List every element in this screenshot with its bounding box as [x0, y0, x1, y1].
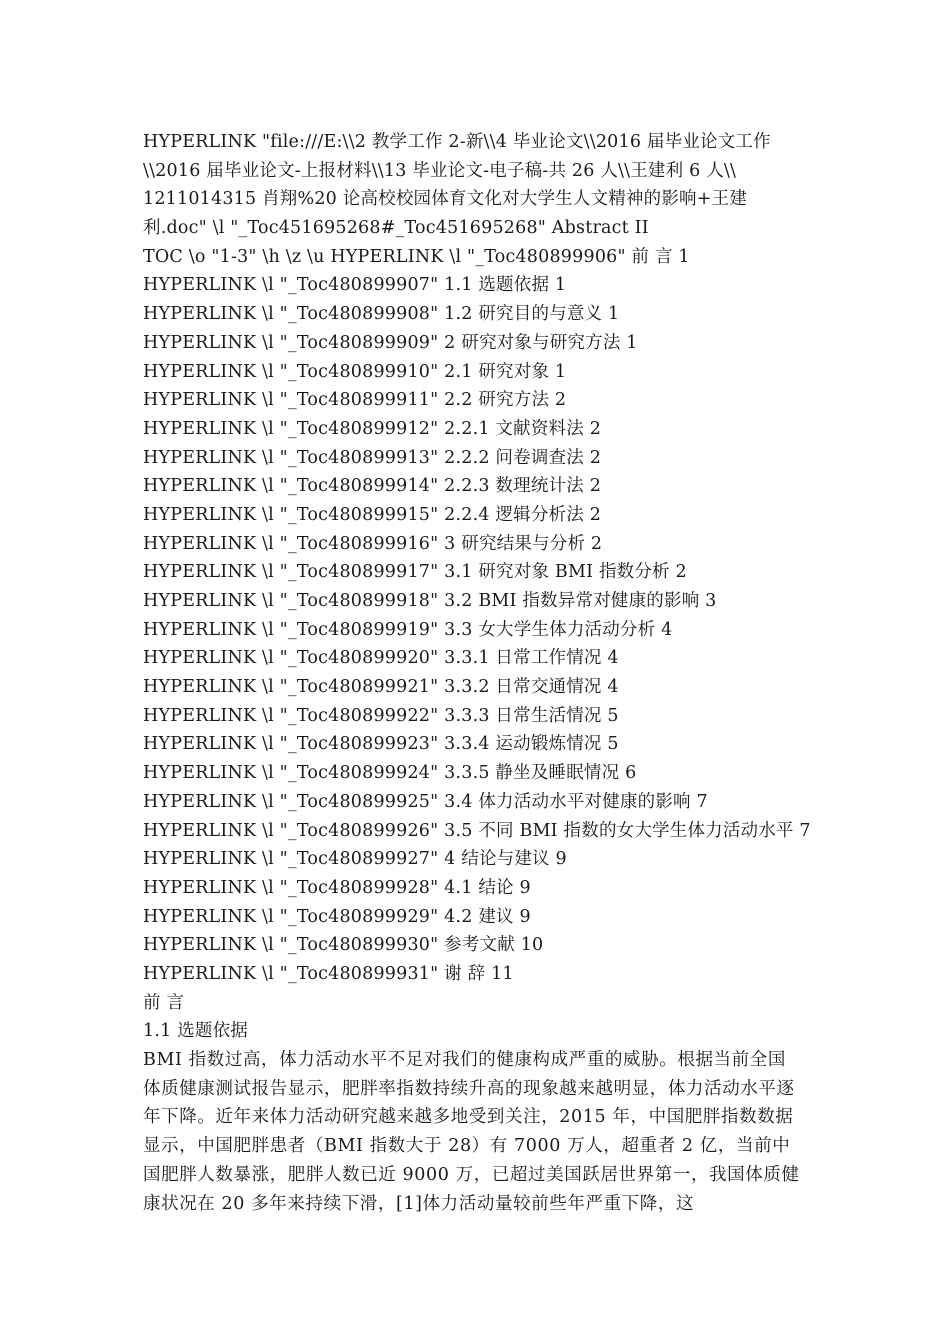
body-paragraph: BMI 指数过高，体力活动水平不足对我们的健康构成严重的威胁。根据当前全国体质健康测试报告显示，肥胖率指数持续升高的现象越来越明显，体力活动水平逐年下降。近年来体力活动研究越来越多地受到关注，2015 年，中国肥胖指数数据显示，中国肥胖患者（BMI 指数大于 28）有 7000 万人，超重者 2 亿，当前中国肥胖人数暴涨，肥胖人数已近 9000 万，已超过美国跃居世界第一，我国体质健康状况在 20 多年来持续下滑，[1]体力活动量较前些年严重下降，这: [143, 1050, 800, 1214]
toc-entry[interactable]: HYPERLINK \l "_Toc480899912" 2.2.1 文献资料法 2: [143, 418, 602, 439]
toc-entry[interactable]: HYPERLINK \l "_Toc480899909" 2 研究对象与研究方法 1: [143, 332, 638, 353]
toc-entry[interactable]: HYPERLINK \l "_Toc480899907" 1.1 选题依据 1: [143, 275, 567, 296]
toc-entry[interactable]: HYPERLINK \l "_Toc480899921" 3.3.2 日常交通情况 4: [143, 677, 619, 698]
toc-entry[interactable]: HYPERLINK \l "_Toc480899908" 1.2 研究目的与意义 1: [143, 304, 620, 325]
toc-entry[interactable]: HYPERLINK \l "_Toc480899928" 4.1 结论 9: [143, 877, 531, 898]
subsection-heading: 1.1 选题依据: [143, 1021, 248, 1042]
toc-header: [143, 128, 823, 271]
toc-entry[interactable]: HYPERLINK \l "_Toc480899925" 3.4 体力活动水平对健康的影响 7: [143, 791, 708, 812]
toc-entry[interactable]: HYPERLINK \l "_Toc480899919" 3.3 女大学生体力活动分析 4: [143, 619, 673, 640]
toc-entry[interactable]: HYPERLINK \l "_Toc480899918" 3.2 BMI 指数异常对健康的影响 3: [143, 591, 717, 611]
toc-header-line: HYPERLINK "file:///E:\\2 教学工作 2-新\\4 毕业论文\\2016 届毕业论文工作: [143, 132, 771, 152]
toc-entry[interactable]: HYPERLINK \l "_Toc480899927" 4 结论与建议 9: [143, 849, 567, 870]
toc-entry[interactable]: HYPERLINK \l "_Toc480899931" 谢 辞 11: [143, 963, 514, 984]
toc-entry[interactable]: HYPERLINK \l "_Toc480899922" 3.3.3 日常生活情况 5: [143, 705, 619, 726]
section-heading: 前 言: [143, 992, 185, 1013]
toc-entry[interactable]: HYPERLINK \l "_Toc480899914" 2.2.3 数理统计法 2: [143, 476, 602, 497]
toc-entry[interactable]: HYPERLINK \l "_Toc480899911" 2.2 研究方法 2: [143, 390, 567, 411]
toc-list: [143, 271, 823, 988]
toc-entry[interactable]: HYPERLINK \l "_Toc480899930" 参考文献 10: [143, 935, 544, 956]
toc-entry[interactable]: HYPERLINK \l "_Toc480899910" 2.1 研究对象 1: [143, 361, 567, 382]
toc-entry[interactable]: HYPERLINK \l "_Toc480899929" 4.2 建议 9: [143, 906, 531, 927]
toc-entry[interactable]: HYPERLINK \l "_Toc480899913" 2.2.2 问卷调查法 2: [143, 447, 602, 468]
toc-header-line[interactable]: TOC \o "1-3" \h \z \u HYPERLINK \l "_Toc480899906" 前 言 1: [143, 246, 690, 267]
toc-entry[interactable]: HYPERLINK \l "_Toc480899923" 3.3.4 运动锻炼情况 5: [143, 734, 619, 755]
toc-entry[interactable]: HYPERLINK \l "_Toc480899917" 3.1 研究对象 BMI 指数分析 2: [143, 562, 687, 583]
document-page: [143, 128, 823, 1218]
toc-entry[interactable]: HYPERLINK \l "_Toc480899915" 2.2.4 逻辑分析法 2: [143, 504, 602, 525]
toc-header-line: 1211014315 肖翔%20 论高校校园体育文化对大学生人文精神的影响+王建: [143, 189, 748, 210]
toc-entry[interactable]: HYPERLINK \l "_Toc480899916" 3 研究结果与分析 2: [143, 533, 603, 554]
toc-header-line[interactable]: 利.doc" \l "_Toc451695268#_Toc451695268" Abstract II: [143, 218, 649, 239]
toc-entry[interactable]: HYPERLINK \l "_Toc480899924" 3.3.5 静坐及睡眠情况 6: [143, 763, 637, 784]
toc-entry[interactable]: HYPERLINK \l "_Toc480899926" 3.5 不同 BMI 指数的女大学生体力活动水平 7: [143, 820, 811, 841]
toc-entry[interactable]: HYPERLINK \l "_Toc480899920" 3.3.1 日常工作情况 4: [143, 648, 619, 669]
toc-header-line: \\2016 届毕业论文-上报材料\\13 毕业论文-电子稿-共 26 人\\王建利 6 人\\: [143, 160, 737, 181]
